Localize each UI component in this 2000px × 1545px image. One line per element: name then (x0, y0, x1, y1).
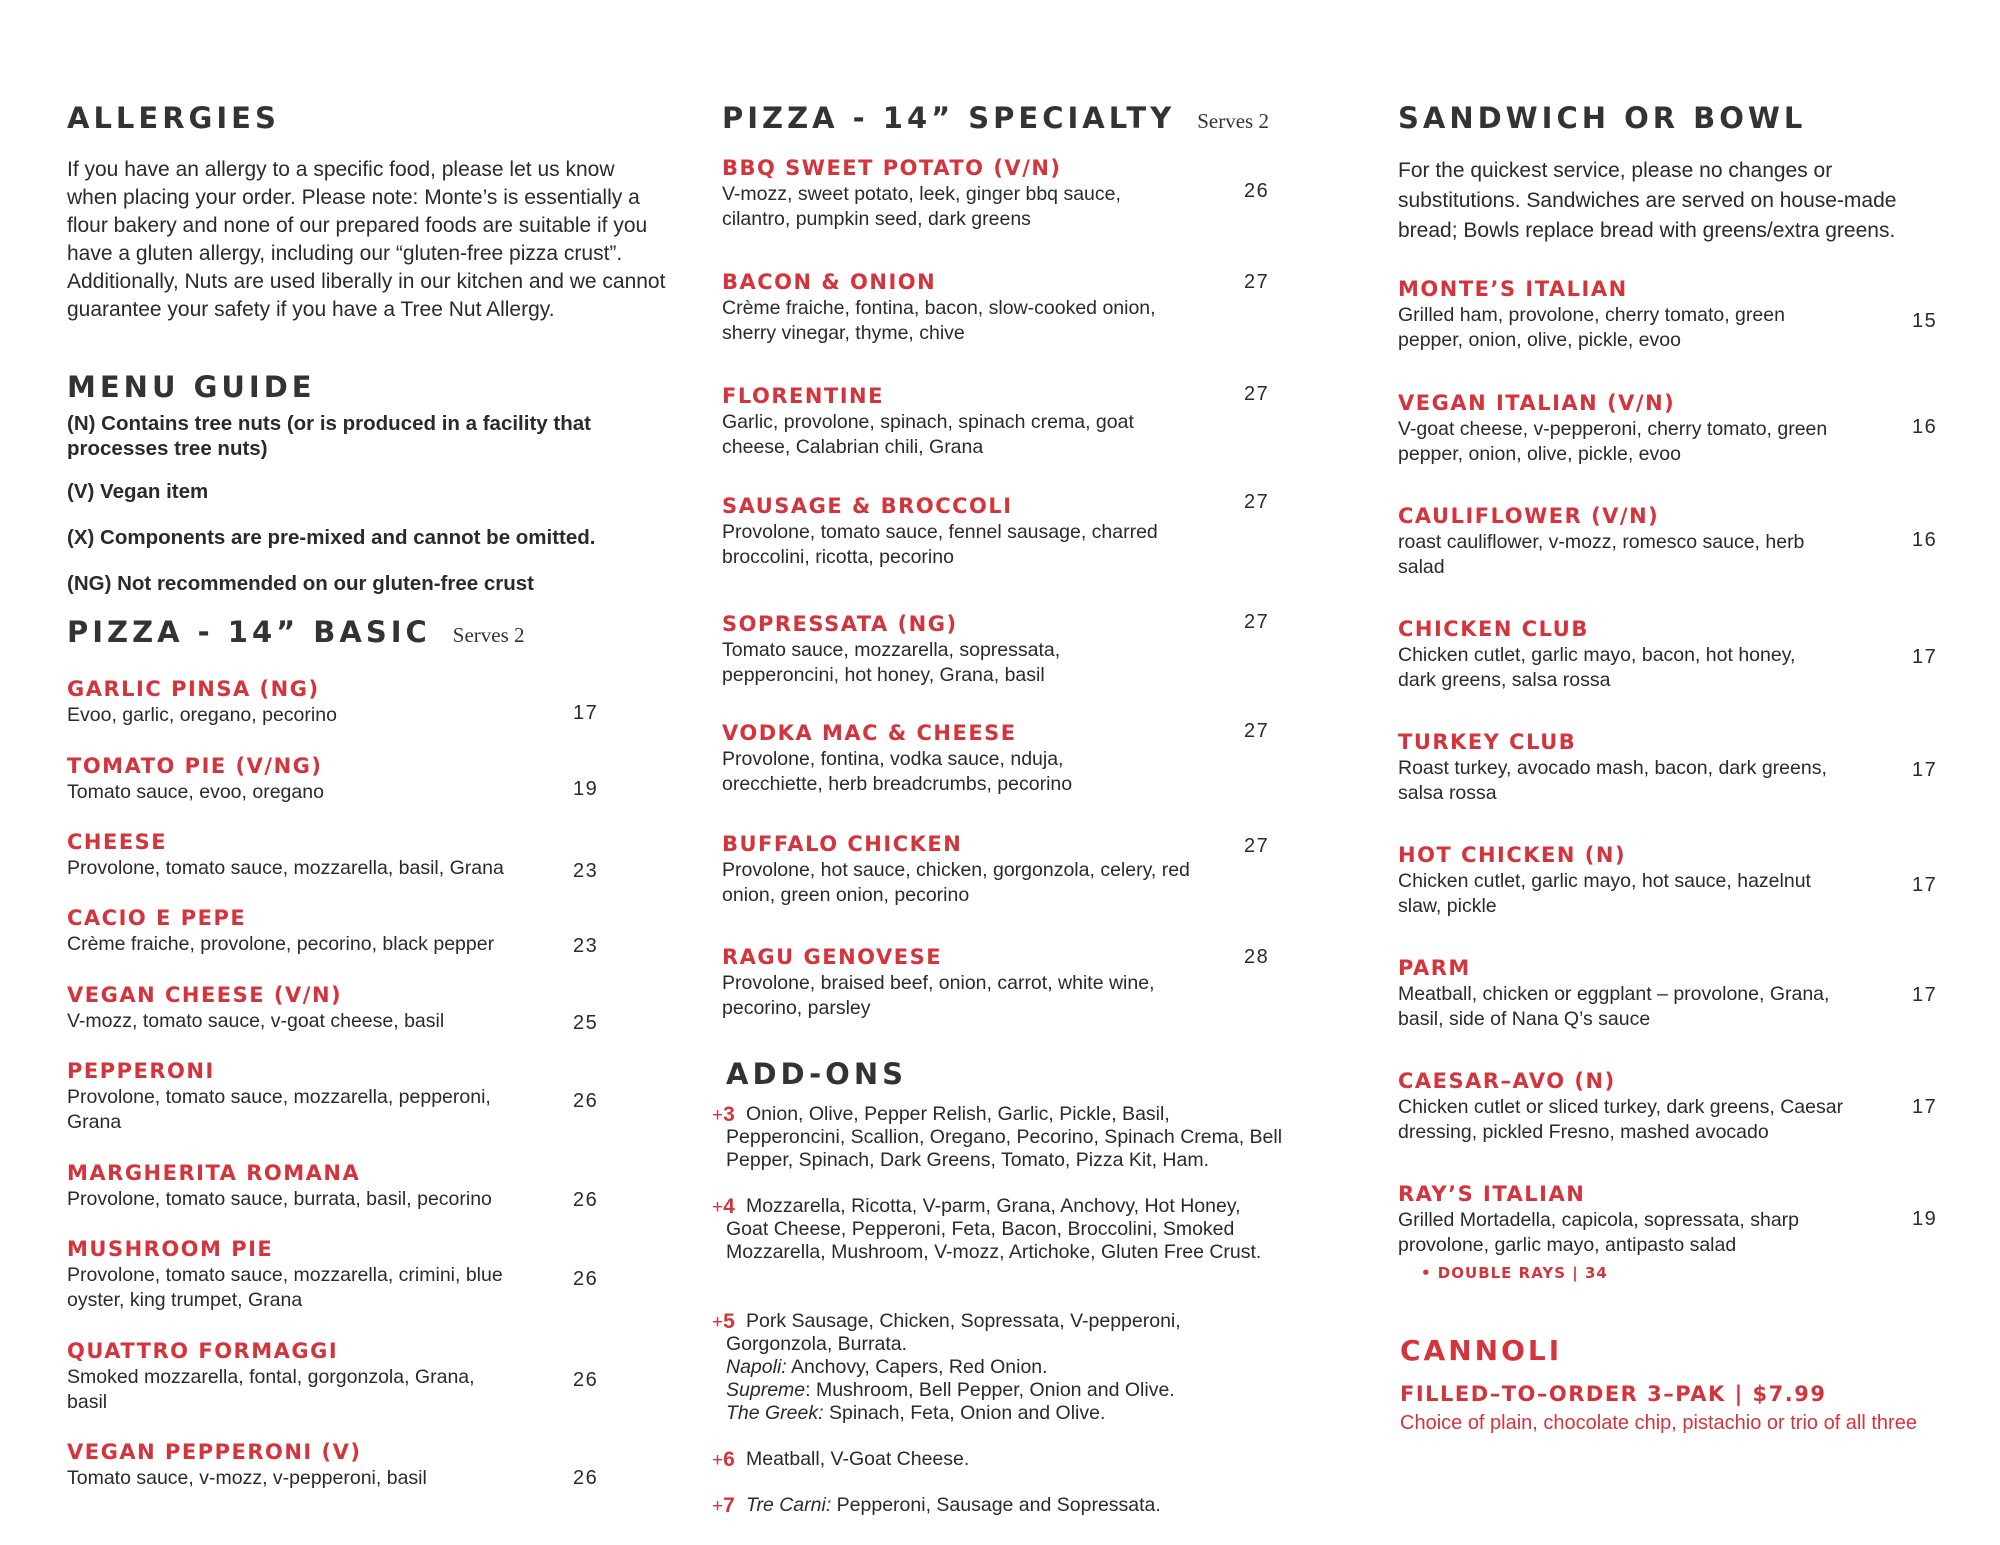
item-desc: Provolone, tomato sauce, burrata, basil, pecorino (67, 1188, 492, 1210)
item-desc: Smoked mozzarella, fontal, gorgonzola, Grana, basil (67, 1366, 475, 1413)
item-price: 17 (1912, 874, 1938, 896)
item-name: VEGAN CHEESE (V/N) (67, 983, 343, 1007)
addon-group (712, 1103, 1286, 1172)
item-price: 25 (573, 1012, 599, 1034)
guide-item: (X) Components are pre-mixed and cannot be omitted. (67, 526, 596, 549)
item-desc: V-mozz, tomato sauce, v-goat cheese, basil (67, 1010, 445, 1032)
item-desc: Provolone, hot sauce, chicken, gorgonzola, celery, red onion, green onion, pecorino (722, 859, 1190, 906)
item-name: BBQ SWEET POTATO (V/N) (722, 156, 1062, 180)
item-desc: Crème fraiche, provolone, pecorino, black pepper (67, 933, 495, 955)
item-price: 17 (1912, 984, 1938, 1006)
item-name: BACON & ONION (722, 270, 937, 294)
item-desc: Grilled ham, provolone, cherry tomato, green pepper, onion, olive, pickle, evoo (1398, 304, 1785, 351)
menu-item (67, 1058, 527, 1135)
item-price: 16 (1912, 529, 1938, 551)
menu-guide-heading: MENU GUIDE (67, 370, 316, 404)
item-name: RAGU GENOVESE (722, 945, 943, 969)
item-desc: Chicken cutlet, garlic mayo, bacon, hot honey, dark greens, salsa rossa (1398, 644, 1796, 691)
item-desc: Chicken cutlet or sliced turkey, dark greens, Caesar dressing, pickled Fresno, mashed avocado (1398, 1096, 1844, 1143)
item-desc: Chicken cutlet, garlic mayo, hot sauce, hazelnut slaw, pickle (1398, 870, 1811, 917)
item-price: 17 (1912, 759, 1938, 781)
menu-item (1398, 842, 1828, 919)
item-name: MONTE’S ITALIAN (1398, 277, 1628, 301)
item-desc: Tomato sauce, evoo, oregano (67, 781, 324, 803)
menu-item (722, 944, 1202, 1021)
pizza-basic-heading: PIZZA - 14” BASIC Serves 2 (67, 615, 525, 649)
item-price: 27 (1244, 491, 1270, 513)
item-price: 17 (1912, 646, 1938, 668)
addon-combo: Supreme: Mushroom, Bell Pepper, Onion and Olive. (726, 1379, 1175, 1401)
item-price: 26 (573, 1090, 599, 1112)
addon-price: +7 (712, 1494, 735, 1517)
item-name: TOMATO PIE (V/NG) (67, 754, 323, 778)
item-name: RAY’S ITALIAN (1398, 1182, 1586, 1206)
item-name: CACIO E PEPE (67, 906, 247, 930)
item-desc: roast cauliflower, v-mozz, romesco sauce, herb salad (1398, 531, 1805, 578)
cannoli-subtitle: FILLED–TO–ORDER 3–PAK | $7.99 (1400, 1382, 1827, 1406)
addon-text: Pork Sausage, Chicken, Sopressata, V-pepperoni, Gorgonzola, Burrata. (726, 1310, 1181, 1355)
item-price: 27 (1244, 835, 1270, 857)
item-desc: Tomato sauce, mozzarella, sopressata, pepperoncini, hot honey, Grana, basil (722, 639, 1061, 686)
cannoli-desc: Choice of plain, chocolate chip, pistachio or trio of all three (1400, 1412, 1917, 1434)
addon-group (712, 1310, 1286, 1425)
menu-item (67, 1236, 507, 1313)
guide-item: (NG) Not recommended on our gluten-free crust (67, 572, 534, 595)
menu-item (67, 753, 547, 805)
menu-item (722, 383, 1162, 460)
item-desc: Provolone, braised beef, onion, carrot, white wine, pecorino, parsley (722, 972, 1155, 1019)
menu-item (67, 829, 547, 881)
double-rays-note: • DOUBLE RAYS | 34 (1421, 1264, 1608, 1282)
item-price: 19 (573, 778, 599, 800)
menu-item (67, 982, 547, 1034)
item-name: QUATTRO FORMAGGI (67, 1339, 339, 1363)
cannoli-heading: CANNOLI (1400, 1334, 1563, 1367)
item-price: 26 (573, 1467, 599, 1489)
item-price: 26 (573, 1268, 599, 1290)
menu-item (67, 1338, 517, 1415)
addon-group (712, 1494, 1286, 1517)
item-desc: Provolone, tomato sauce, mozzarella, crimini, blue oyster, king trumpet, Grana (67, 1264, 503, 1311)
item-name: SAUSAGE & BROCCOLI (722, 494, 1013, 518)
menu-item (1398, 276, 1808, 353)
addons-heading: ADD-ONS (726, 1057, 907, 1091)
addon-price: +4 (712, 1195, 735, 1218)
item-desc: Evoo, garlic, oregano, pecorino (67, 704, 337, 726)
sandwich-heading: SANDWICH OR BOWL (1398, 101, 1807, 135)
addon-price: +5 (712, 1310, 735, 1333)
item-price: 15 (1912, 310, 1938, 332)
item-desc: Roast turkey, avocado mash, bacon, dark greens, salsa rossa (1398, 757, 1827, 804)
item-name: FLORENTINE (722, 384, 884, 408)
item-price: 27 (1244, 271, 1270, 293)
menu-item (1398, 1181, 1838, 1258)
addon-combo: The Greek: Spinach, Feta, Onion and Olive. (726, 1402, 1106, 1424)
item-desc: V-mozz, sweet potato, leek, ginger bbq sauce, cilantro, pumpkin seed, dark greens (722, 183, 1121, 230)
allergies-text: If you have an allergy to a specific food, please let us know when placing your order. Please note: Monte’s is essentially a flour bakery and none of our prepared foods are suitable if you have a gluten allergy, including our “gluten-free pizza crust”. Additionally, Nuts are used liberally in our kitchen and we cannot guarantee your safety if you have a Tree Nut Allergy. (67, 158, 666, 321)
item-name: CHICKEN CLUB (1398, 617, 1589, 641)
menu-item (67, 1439, 547, 1491)
menu-item (1398, 503, 1808, 580)
item-name: BUFFALO CHICKEN (722, 832, 963, 856)
item-desc: Grilled Mortadella, capicola, sopressata, sharp provolone, garlic mayo, antipasto salad (1398, 1209, 1800, 1256)
menu-item (722, 720, 1162, 797)
item-price: 27 (1244, 383, 1270, 405)
allergies-heading: ALLERGIES (67, 101, 280, 135)
addon-price: +3 (712, 1103, 735, 1126)
menu-item (1398, 616, 1828, 693)
item-price: 27 (1244, 611, 1270, 633)
addon-group (712, 1448, 1286, 1471)
pizza-specialty-heading: PIZZA - 14” SPECIALTY Serves 2 (722, 101, 1269, 135)
item-name: TURKEY CLUB (1398, 730, 1577, 754)
menu-item (722, 155, 1152, 232)
item-name: VEGAN ITALIAN (V/N) (1398, 391, 1676, 415)
item-desc: Crème fraiche, fontina, bacon, slow-cooked onion, sherry vinegar, thyme, chive (722, 297, 1156, 344)
item-desc: Provolone, tomato sauce, mozzarella, basil, Grana (67, 857, 504, 879)
addon-text: Onion, Olive, Pepper Relish, Garlic, Pickle, Basil, Pepperoncini, Scallion, Oregano, Pecorino, Spinach Crema, Bell Pepper, Spinach, Dark Greens, Tomato, Pizza Kit, Ham. (726, 1103, 1283, 1171)
menu-item (1398, 955, 1868, 1032)
addon-group (712, 1195, 1286, 1264)
item-name: PEPPERONI (67, 1059, 215, 1083)
menu-item (67, 1160, 547, 1212)
addon-text: Pepperoni, Sausage and Sopressata. (831, 1494, 1161, 1516)
item-desc: V-goat cheese, v-pepperoni, cherry tomato, green pepper, onion, olive, pickle, evoo (1398, 418, 1828, 465)
item-price: 26 (573, 1369, 599, 1391)
item-price: 26 (573, 1189, 599, 1211)
item-desc: Provolone, tomato sauce, mozzarella, pepperoni, Grana (67, 1086, 491, 1133)
guide-item: (V) Vegan item (67, 480, 209, 503)
menu-item (722, 611, 1162, 688)
item-price: 28 (1244, 946, 1270, 968)
item-price: 19 (1912, 1208, 1938, 1230)
item-name: MARGHERITA ROMANA (67, 1161, 361, 1185)
item-name: VODKA MAC & CHEESE (722, 721, 1017, 745)
menu-item (1398, 1068, 1858, 1145)
item-price: 17 (573, 702, 599, 724)
item-price: 27 (1244, 720, 1270, 742)
item-name: VEGAN PEPPERONI (V) (67, 1440, 362, 1464)
menu-item (67, 676, 547, 728)
item-name: MUSHROOM PIE (67, 1237, 274, 1261)
addon-text: Mozzarella, Ricotta, V-parm, Grana, Anchovy, Hot Honey, Goat Cheese, Pepperoni, Feta, Bacon, Broccolini, Smoked Mozzarella, Mushroom, V-mozz, Artichoke, Gluten Free Crust. (726, 1195, 1262, 1263)
item-price: 16 (1912, 416, 1938, 438)
addon-price: +6 (712, 1448, 735, 1471)
item-price: 17 (1912, 1096, 1938, 1118)
item-desc: Provolone, fontina, vodka sauce, nduja, orecchiette, herb breadcrumbs, pecorino (722, 748, 1073, 795)
item-name: CAESAR–AVO (N) (1398, 1069, 1616, 1093)
menu-item (722, 493, 1212, 570)
serves-label: Serves 2 (452, 623, 525, 647)
sandwich-intro: For the quickest service, please no changes or substitutions. Sandwiches are served on house-made bread; Bowls replace bread with greens/extra greens. (1398, 159, 1897, 242)
item-name: CAULIFLOWER (V/N) (1398, 504, 1660, 528)
menu-item (1398, 390, 1858, 467)
item-desc: Tomato sauce, v-mozz, v-pepperoni, basil (67, 1467, 427, 1489)
menu-item (1398, 729, 1848, 806)
addon-label: Tre Carni: (746, 1494, 832, 1516)
guide-item: (N) Contains tree nuts (or is produced in a facility that processes tree nuts) (67, 412, 591, 460)
addon-text: Meatball, V-Goat Cheese. (746, 1448, 970, 1470)
item-name: GARLIC PINSA (NG) (67, 677, 320, 701)
menu-item (722, 831, 1202, 908)
item-price: 26 (1244, 180, 1270, 202)
item-name: SOPRESSATA (NG) (722, 612, 958, 636)
item-name: CHEESE (67, 830, 168, 854)
addon-combo: Napoli: Anchovy, Capers, Red Onion. (726, 1356, 1048, 1378)
item-price: 23 (573, 860, 599, 882)
menu-item (67, 905, 547, 957)
serves-label: Serves 2 (1197, 109, 1269, 133)
menu-item (722, 269, 1182, 346)
item-desc: Meatball, chicken or eggplant – provolone, Grana, basil, side of Nana Q’s sauce (1398, 983, 1830, 1030)
item-desc: Provolone, tomato sauce, fennel sausage, charred broccolini, ricotta, pecorino (722, 521, 1158, 568)
item-name: PARM (1398, 956, 1471, 980)
item-name: HOT CHICKEN (N) (1398, 843, 1627, 867)
item-price: 23 (573, 935, 599, 957)
item-desc: Garlic, provolone, spinach, spinach crema, goat cheese, Calabrian chili, Grana (722, 411, 1134, 458)
